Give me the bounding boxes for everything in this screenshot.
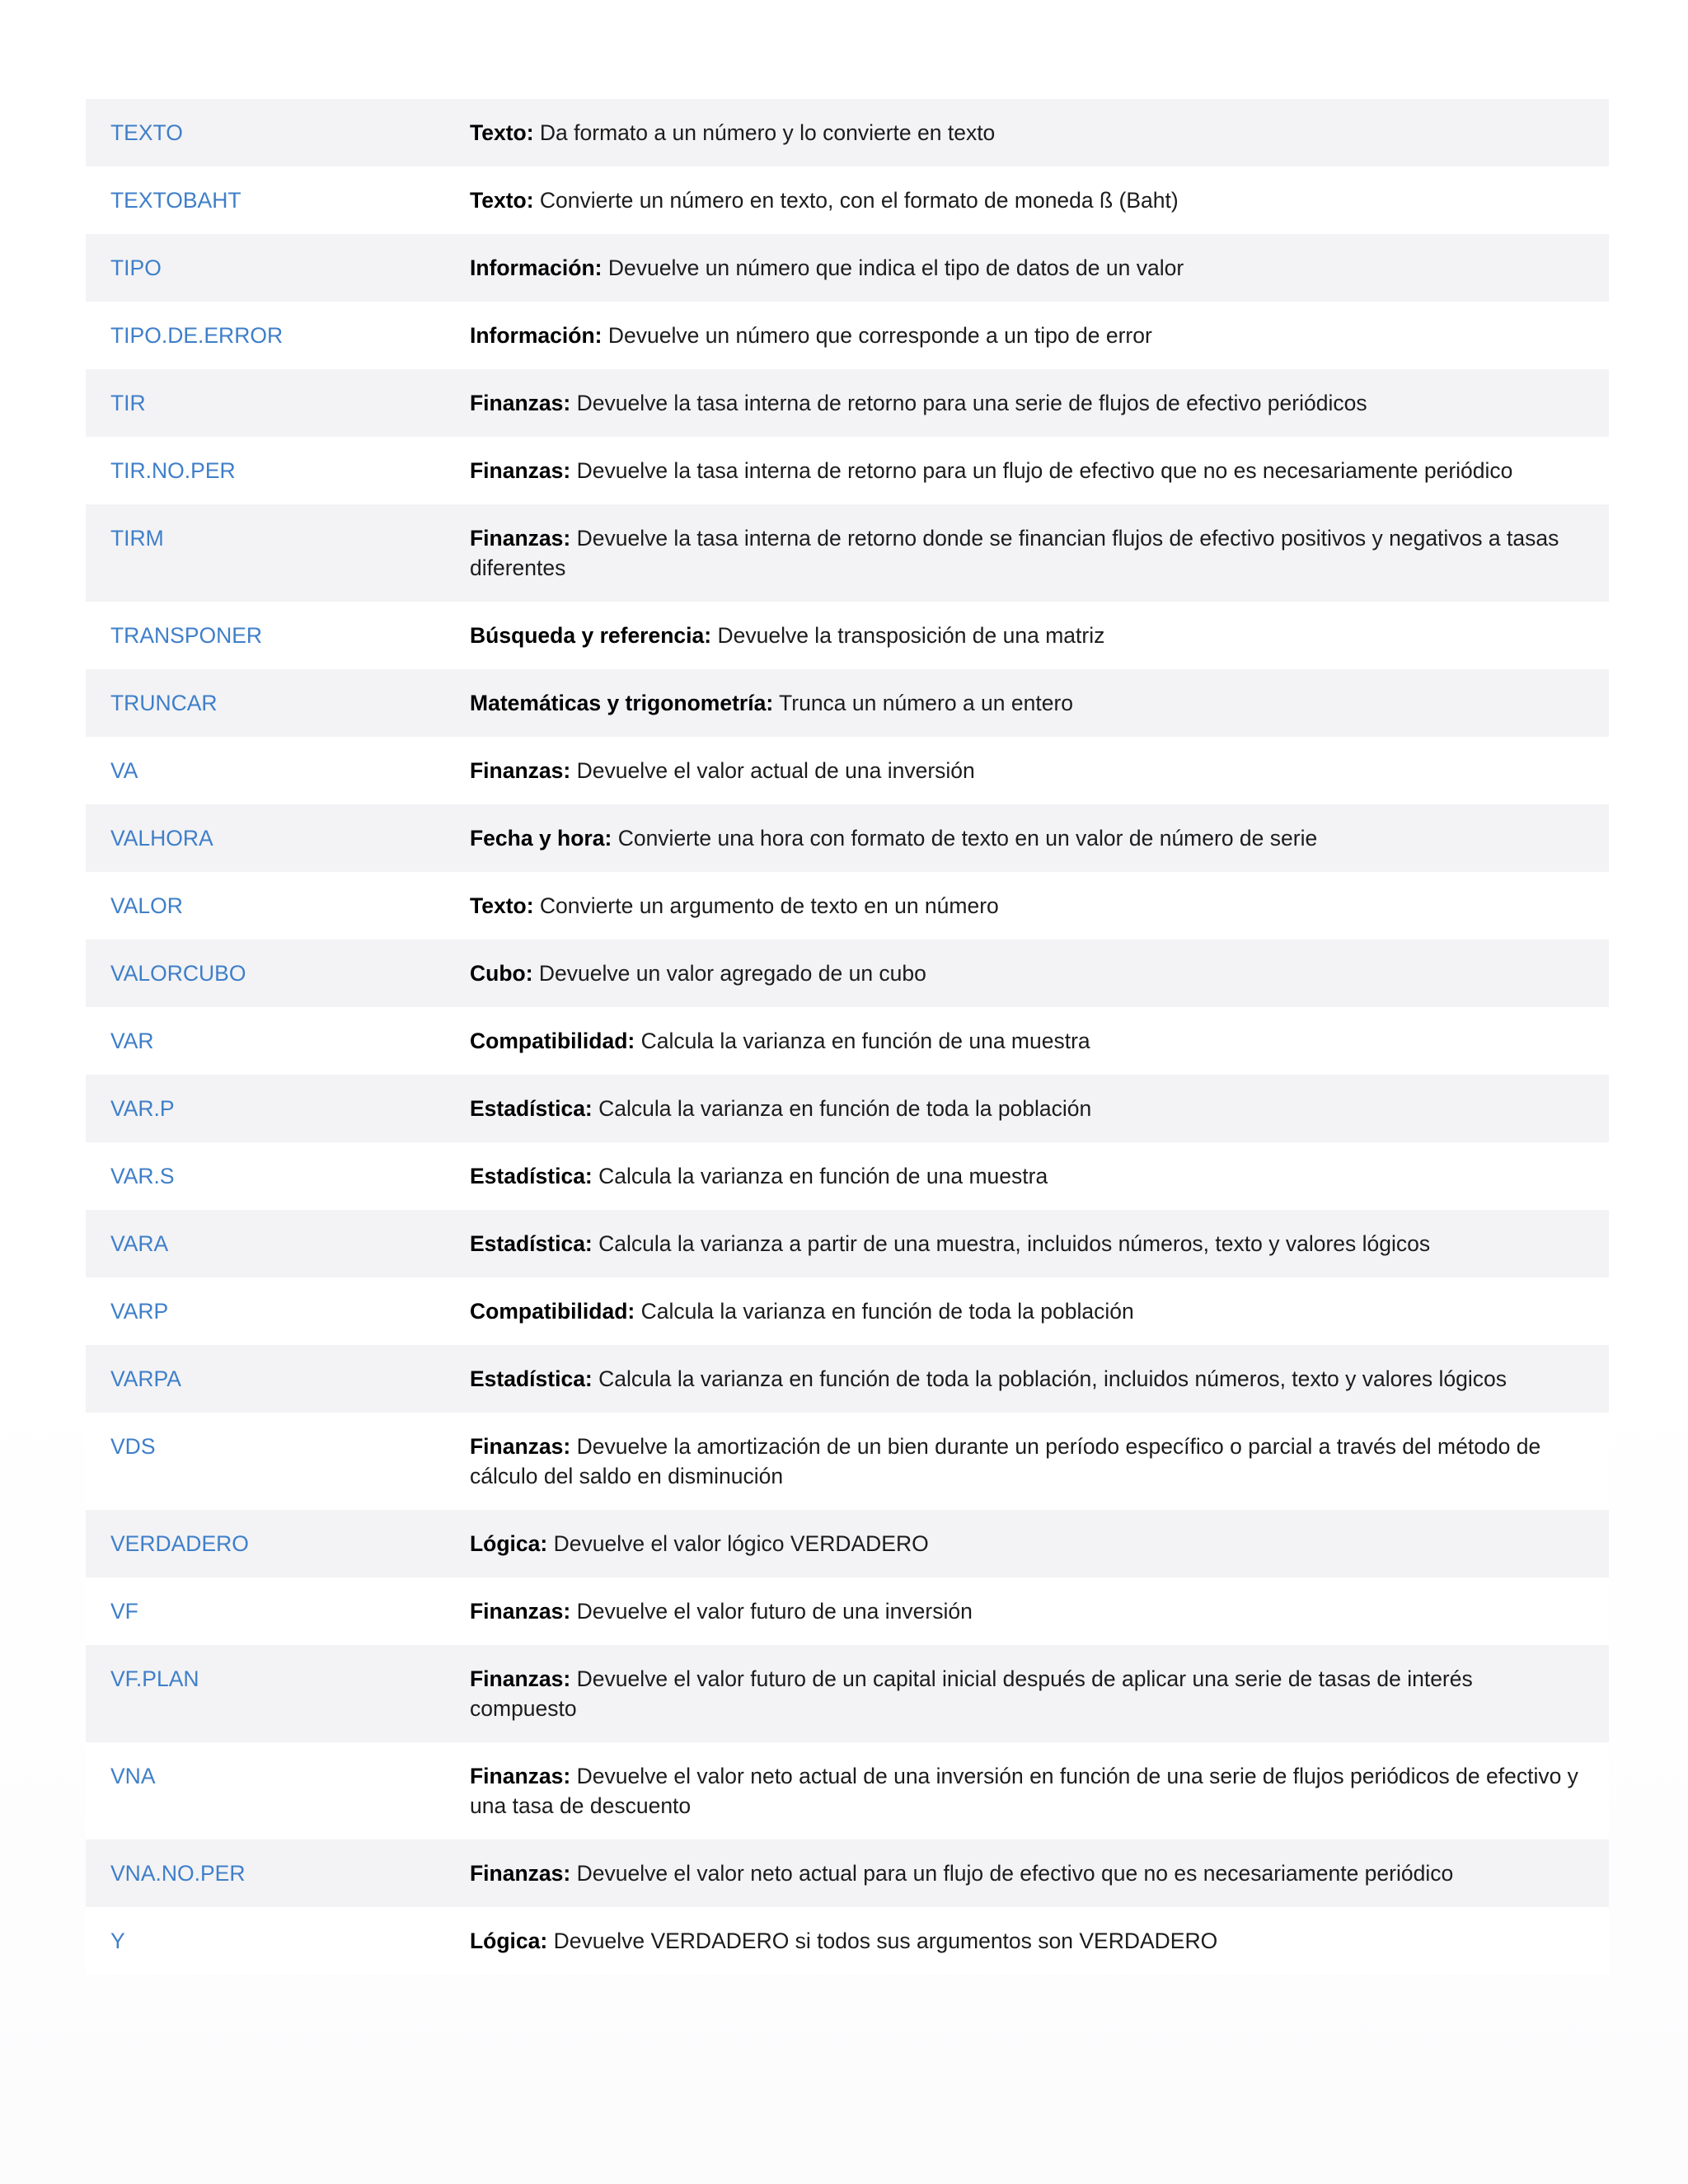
function-link[interactable]: VAR.S — [110, 1164, 175, 1188]
function-name-cell — [86, 1007, 445, 1075]
function-description: Calcula la varianza en función de toda la población — [598, 1096, 1092, 1121]
function-link[interactable]: VF.PLAN — [110, 1666, 199, 1691]
function-link[interactable]: TEXTO — [110, 120, 183, 145]
function-category: Lógica: — [470, 1929, 548, 1953]
function-link[interactable]: VERDADERO — [110, 1531, 249, 1556]
function-category: Estadística: — [470, 1231, 593, 1256]
table-row — [86, 1907, 1609, 1975]
function-link[interactable]: TRUNCAR — [110, 691, 218, 715]
table-row — [86, 99, 1609, 166]
function-description-cell — [445, 504, 1609, 602]
function-description-cell — [445, 1210, 1609, 1277]
table-row — [86, 669, 1609, 737]
table-row — [86, 1075, 1609, 1142]
function-name-cell — [86, 1577, 445, 1645]
table-row — [86, 602, 1609, 669]
table-row — [86, 1007, 1609, 1075]
function-description: Convierte un número en texto, con el formato de moneda ß (Baht) — [539, 188, 1179, 213]
function-link[interactable]: TIRM — [110, 526, 164, 551]
function-description-cell — [445, 1742, 1609, 1840]
function-description-cell — [445, 1413, 1609, 1510]
function-description-cell — [445, 1007, 1609, 1075]
function-description-cell — [445, 1075, 1609, 1142]
function-link[interactable]: VARP — [110, 1299, 169, 1324]
function-name-cell — [86, 302, 445, 369]
function-description-cell — [445, 1645, 1609, 1742]
function-description-cell — [445, 737, 1609, 804]
function-category: Estadística: — [470, 1366, 593, 1391]
function-category: Matemáticas y trigonometría: — [470, 691, 774, 715]
function-name-cell — [86, 1277, 445, 1345]
function-category: Búsqueda y referencia: — [470, 623, 712, 648]
function-link[interactable]: VA — [110, 758, 138, 783]
table-row — [86, 872, 1609, 940]
function-description-cell — [445, 940, 1609, 1007]
function-category: Información: — [470, 323, 603, 348]
function-description: Devuelve un número que indica el tipo de datos de un valor — [607, 255, 1184, 280]
function-description-cell — [445, 369, 1609, 437]
function-category: Estadística: — [470, 1164, 593, 1188]
function-description-cell — [445, 1142, 1609, 1210]
function-category: Finanzas: — [470, 1861, 571, 1886]
function-name-cell — [86, 1075, 445, 1142]
function-description-cell — [445, 872, 1609, 940]
function-category: Fecha y hora: — [470, 826, 612, 851]
function-link[interactable]: VNA.NO.PER — [110, 1861, 246, 1886]
function-description: Devuelve la amortización de un bien durante un período específico o parcial a través del método de cálculo del saldo en disminución — [470, 1434, 1541, 1488]
function-name-cell — [86, 1142, 445, 1210]
function-description: Devuelve el valor actual de una inversión — [576, 758, 975, 783]
function-description: Devuelve el valor neto actual de una inversión en función de una serie de flujos periódicos de efectivo y una tasa de descuento — [470, 1764, 1578, 1818]
function-name-cell — [86, 99, 445, 166]
function-name-cell — [86, 1645, 445, 1742]
function-description: Calcula la varianza en función de toda la población, incluidos números, texto y valores lógicos — [598, 1366, 1507, 1391]
function-link[interactable]: VALHORA — [110, 826, 213, 851]
function-category: Estadística: — [470, 1096, 593, 1121]
function-category: Finanzas: — [470, 1764, 571, 1788]
function-category: Cubo: — [470, 961, 533, 986]
table-row — [86, 1840, 1609, 1907]
function-description: Devuelve la tasa interna de retorno para un flujo de efectivo que no es necesariamente periódico — [576, 458, 1513, 483]
function-category: Compatibilidad: — [470, 1029, 635, 1053]
function-name-cell — [86, 1210, 445, 1277]
function-link[interactable]: TIR — [110, 391, 146, 415]
table-row — [86, 1645, 1609, 1742]
function-link[interactable]: VARPA — [110, 1366, 181, 1391]
table-row — [86, 1142, 1609, 1210]
function-description-cell — [445, 1840, 1609, 1907]
function-description: Calcula la varianza a partir de una muestra, incluidos números, texto y valores lógicos — [598, 1231, 1431, 1256]
function-description: Calcula la varianza en función de una muestra — [598, 1164, 1048, 1188]
function-category: Lógica: — [470, 1531, 548, 1556]
function-description-cell — [445, 234, 1609, 302]
function-link[interactable]: VALORCUBO — [110, 961, 246, 986]
function-description: Calcula la varianza en función de toda la población — [640, 1299, 1134, 1324]
function-link[interactable]: Y — [110, 1929, 125, 1953]
function-description: Devuelve el valor futuro de un capital inicial después de aplicar una serie de tasas de interés compuesto — [470, 1666, 1473, 1721]
table-row — [86, 1210, 1609, 1277]
functions-table-body — [86, 99, 1609, 1975]
table-row — [86, 1577, 1609, 1645]
function-link[interactable]: VF — [110, 1599, 138, 1624]
function-link[interactable]: TIPO.DE.ERROR — [110, 323, 284, 348]
function-category: Finanzas: — [470, 391, 571, 415]
table-row — [86, 166, 1609, 234]
function-description: Convierte un argumento de texto en un número — [539, 893, 999, 918]
function-name-cell — [86, 602, 445, 669]
function-category: Finanzas: — [470, 758, 571, 783]
function-description-cell — [445, 166, 1609, 234]
function-category: Texto: — [470, 120, 534, 145]
function-description-cell — [445, 437, 1609, 504]
function-category: Finanzas: — [470, 1666, 571, 1691]
function-name-cell — [86, 804, 445, 872]
function-link[interactable]: TRANSPONER — [110, 623, 263, 648]
table-row — [86, 504, 1609, 602]
function-description-cell — [445, 804, 1609, 872]
function-name-cell — [86, 669, 445, 737]
function-description: Devuelve la tasa interna de retorno donde se financian flujos de efectivo positivos y negativos a tasas diferentes — [470, 526, 1559, 580]
function-description-cell — [445, 669, 1609, 737]
function-description-cell — [445, 1907, 1609, 1975]
function-description: Devuelve un valor agregado de un cubo — [538, 961, 926, 986]
function-description-cell — [445, 1277, 1609, 1345]
table-row — [86, 737, 1609, 804]
table-row — [86, 302, 1609, 369]
function-name-cell — [86, 1742, 445, 1840]
table-row — [86, 1345, 1609, 1413]
function-name-cell — [86, 234, 445, 302]
function-description: Devuelve el valor lógico VERDADERO — [553, 1531, 929, 1556]
function-description: Devuelve VERDADERO si todos sus argumentos son VERDADERO — [553, 1929, 1218, 1953]
function-name-cell — [86, 1840, 445, 1907]
function-category: Texto: — [470, 893, 534, 918]
function-link[interactable]: TIR.NO.PER — [110, 458, 236, 483]
function-category: Finanzas: — [470, 526, 571, 551]
function-description-cell — [445, 1510, 1609, 1577]
function-name-cell — [86, 872, 445, 940]
function-description-cell — [445, 302, 1609, 369]
function-category: Finanzas: — [470, 1434, 571, 1459]
function-description-cell — [445, 602, 1609, 669]
function-name-cell — [86, 1907, 445, 1975]
table-row — [86, 437, 1609, 504]
function-category: Información: — [470, 255, 603, 280]
function-category: Compatibilidad: — [470, 1299, 635, 1324]
function-link[interactable]: VNA — [110, 1764, 156, 1788]
function-link[interactable]: VDS — [110, 1434, 156, 1459]
function-description-cell — [445, 1577, 1609, 1645]
function-category: Finanzas: — [470, 1599, 571, 1624]
function-description-cell — [445, 99, 1609, 166]
function-description: Devuelve un número que corresponde a un tipo de error — [607, 323, 1152, 348]
table-row — [86, 1413, 1609, 1510]
function-link[interactable]: VAR.P — [110, 1096, 175, 1121]
function-description: Devuelve la transposición de una matriz — [717, 623, 1105, 648]
function-name-cell — [86, 1413, 445, 1510]
function-name-cell — [86, 737, 445, 804]
function-description: Calcula la varianza en función de una muestra — [640, 1029, 1090, 1053]
function-name-cell — [86, 940, 445, 1007]
function-name-cell — [86, 504, 445, 602]
table-row — [86, 234, 1609, 302]
function-description: Da formato a un número y lo convierte en texto — [539, 120, 996, 145]
function-name-cell — [86, 166, 445, 234]
function-category: Texto: — [470, 188, 534, 213]
functions-table — [86, 99, 1609, 1975]
table-row — [86, 1742, 1609, 1840]
table-row — [86, 940, 1609, 1007]
table-row — [86, 1510, 1609, 1577]
function-category: Finanzas: — [470, 458, 571, 483]
function-link[interactable]: VAR — [110, 1029, 154, 1053]
function-name-cell — [86, 1510, 445, 1577]
table-row — [86, 1277, 1609, 1345]
function-description: Trunca un número a un entero — [779, 691, 1074, 715]
table-row — [86, 804, 1609, 872]
function-description: Devuelve el valor futuro de una inversión — [576, 1599, 973, 1624]
function-link[interactable]: VARA — [110, 1231, 169, 1256]
function-description: Devuelve el valor neto actual para un flujo de efectivo que no es necesariamente periódico — [576, 1861, 1454, 1886]
function-name-cell — [86, 437, 445, 504]
function-description: Devuelve la tasa interna de retorno para una serie de flujos de efectivo periódicos — [576, 391, 1367, 415]
table-row — [86, 369, 1609, 437]
function-description-cell — [445, 1345, 1609, 1413]
function-name-cell — [86, 369, 445, 437]
function-link[interactable]: TIPO — [110, 255, 162, 280]
function-link[interactable]: VALOR — [110, 893, 183, 918]
function-description: Convierte una hora con formato de texto en un valor de número de serie — [617, 826, 1318, 851]
function-name-cell — [86, 1345, 445, 1413]
function-link[interactable]: TEXTOBAHT — [110, 188, 241, 213]
